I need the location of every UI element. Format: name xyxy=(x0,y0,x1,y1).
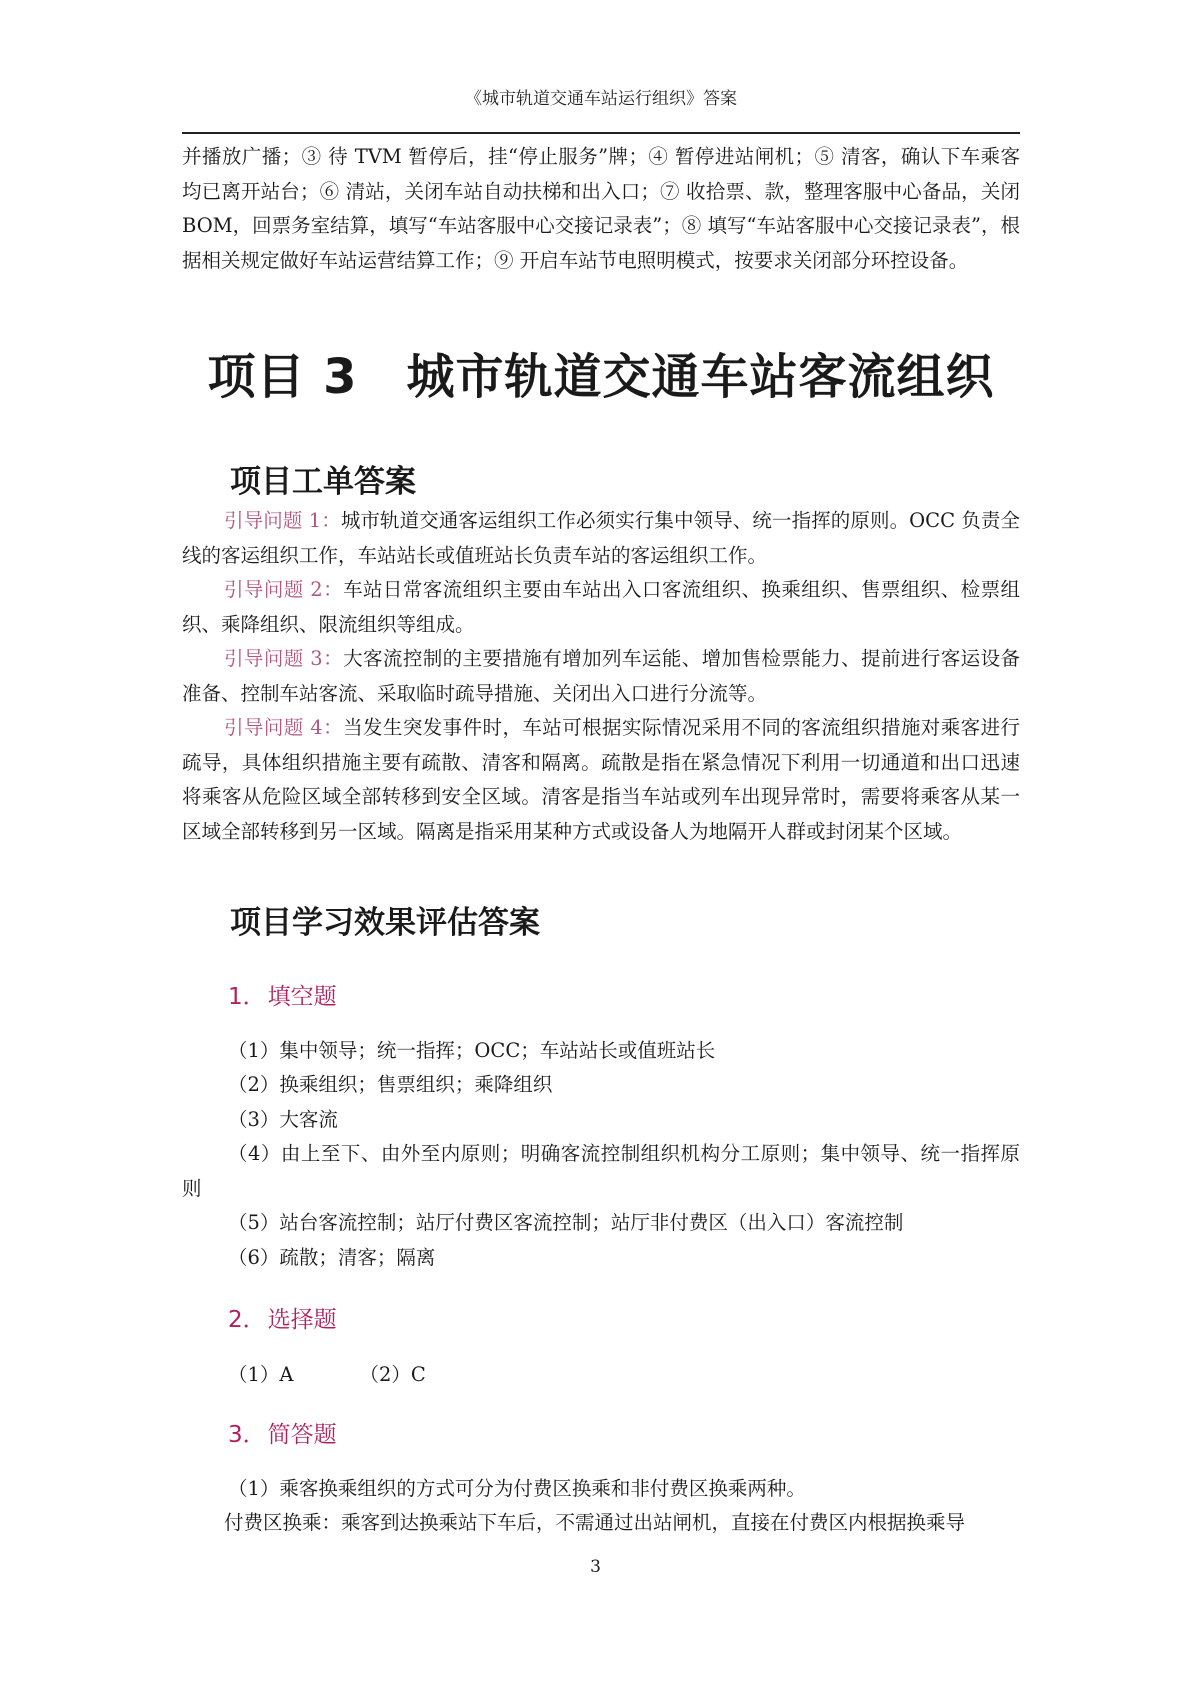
fill-blank-answer-1: （1）集中领导；统一指挥；OCC；车站站长或值班站长 xyxy=(228,1039,716,1062)
header-rule xyxy=(182,132,1020,134)
short-answer-heading xyxy=(228,1416,337,1449)
worksheet-heading: 项目工单答案 xyxy=(230,464,416,500)
guide-question-3 xyxy=(182,642,1020,711)
guide-question-text: 当发生突发事件时，车站可根据实际情况采用不同的客流组织措施对乘客进行疏导，具体组织措施主要有疏散、清客和隔离。疏散是指在紧急情况下利用一切通道和出口迅速将乘客从危险区域全部转移到安全区域。清客是指当车站或列车出现异常时，需要将乘客从某一区域全部转移到另一区域。隔离是指采用某种方式或设备人为地隔开人群或封闭某个区域。 xyxy=(182,716,1020,843)
choice-number: 2． xyxy=(228,1307,266,1333)
fill-blank-heading xyxy=(228,978,337,1011)
fill-blank-answer-3: （3）大客流 xyxy=(228,1108,338,1131)
choice-answer-2: （2）C xyxy=(359,1363,426,1386)
fill-blank-answer-5: （5）站台客流控制；站厅付费区客流控制；站厅非付费区（出入口）客流控制 xyxy=(228,1211,904,1234)
choice-answers xyxy=(182,1358,1020,1393)
choice-heading xyxy=(228,1301,337,1334)
fill-blank-answer-4: （4）由上至下、由外至内原则；明确客流控制组织机构分工原则；集中领导、统一指挥原则 xyxy=(182,1142,1020,1200)
guide-question-1 xyxy=(182,504,1020,573)
short-answer-title: 简答题 xyxy=(267,1422,337,1448)
guide-question-label: 引导问题 1： xyxy=(224,509,341,532)
page-number: 3 xyxy=(590,1557,601,1577)
guide-question-text: 车站日常客流组织主要由车站出入口客流组织、换乘组织、售票组织、检票组织、乘降组织、限流组织等组成。 xyxy=(182,578,1020,636)
guide-question-text: 城市轨道交通客运组织工作必须实行集中领导、统一指挥的原则。OCC 负责全线的客运组织工作，车站站长或值班站长负责车站的客运组织工作。 xyxy=(182,509,1021,567)
short-answer-line-2: 付费区换乘：乘客到达换乘站下车后，不需通过出站闸机，直接在付费区内根据换乘导 xyxy=(224,1511,966,1534)
short-answer-number: 3． xyxy=(228,1422,266,1448)
fill-blank-number: 1． xyxy=(228,984,266,1010)
short-answer-line-1: （1）乘客换乘组织的方式可分为付费区换乘和非付费区换乘两种。 xyxy=(228,1477,806,1500)
choice-answer-1: （1）A xyxy=(228,1363,294,1386)
fill-blank-title: 填空题 xyxy=(267,984,337,1010)
guide-question-2 xyxy=(182,573,1020,642)
guide-question-text: 大客流控制的主要措施有增加列车运能、增加售检票能力、提前进行客运设备准备、控制车站客流、采取临时疏导措施、关闭出入口进行分流等。 xyxy=(182,647,1020,705)
project-title: 项目 3 城市轨道交通车站客流组织 xyxy=(207,349,995,405)
intro-paragraph: 并播放广播；③ 待 TVM 暂停后，挂“停止服务”牌；④ 暂停进站闸机；⑤ 清客，确认下车乘客均已离开站台；⑥ 清站，关闭车站自动扶梯和出入口；⑦ 收拾票、款，整理客服中心备品，关闭 BOM，回票务室结算，填写“车站客服中心交接记录表”；⑧ 填写“车站客服中心交接记录表”，根据相关规定做好车站运营结算工作；⑨ 开启车站节电照明模式，按要求关闭部分环控设备。 xyxy=(182,145,1020,272)
fill-blank-answer-2: （2）换乘组织；售票组织；乘降组织 xyxy=(228,1073,553,1096)
assessment-heading: 项目学习效果评估答案 xyxy=(230,905,540,941)
fill-blank-answer-6: （6）疏散；清客；隔离 xyxy=(228,1246,436,1269)
guide-question-label: 引导问题 4： xyxy=(224,716,344,739)
running-head: 《城市轨道交通车站运行组织》答案 xyxy=(465,89,737,109)
guide-question-label: 引导问题 3： xyxy=(224,647,344,670)
choice-title: 选择题 xyxy=(267,1307,337,1333)
guide-question-4 xyxy=(182,711,1020,849)
guide-question-label: 引导问题 2： xyxy=(224,578,344,601)
